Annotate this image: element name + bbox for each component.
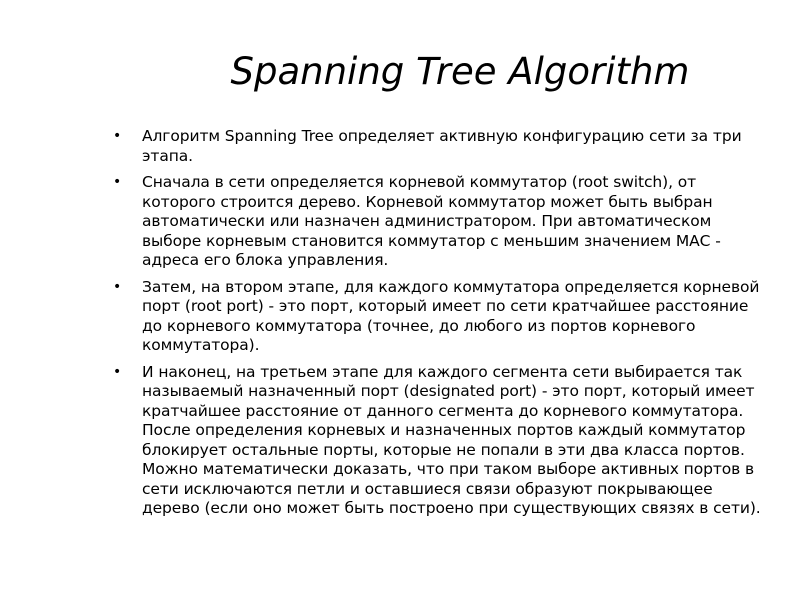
- slide-title: Spanning Tree Algorithm: [230, 50, 690, 93]
- bullet-dot-icon: •: [113, 128, 122, 144]
- bullet-dot-icon: •: [113, 363, 122, 380]
- bullet-item-2: [113, 173, 773, 271]
- bullet-item-3: [113, 278, 773, 356]
- bullet-item-4: [113, 363, 773, 519]
- bullet-list: [113, 127, 773, 526]
- bullet-text: Сначала в сети определяется корневой коммутатор (root switch), от которого строится дерево. Корневой коммутатор может быть выбран автоматически или назначен администратором. При автоматическом выборе корневым становится коммутатор с меньшим значением МАС - адреса его блока управления.: [142, 173, 721, 269]
- bullet-item-1: [113, 127, 773, 166]
- bullet-dot-icon: •: [113, 174, 122, 190]
- bullet-text: Затем, на втором этапе, для каждого коммутатора определяется корневой порт (root port) - это порт, который имеет по сети кратчайшее расстояние до корневого коммутатора (точнее, до любого из портов корневого коммутатора).: [142, 277, 760, 354]
- bullet-text: И наконец, на третьем этапе для каждого сегмента сети выбирается так называемый назначенный порт (designated port) - это порт, который имеет кратчайшее расстояние от данного сегмента до корневого коммутатора. После определения корневых и назначенных портов каждый коммутатор блокирует остальные порты, которые не попали в эти два класса портов. Можно математически доказать, что при таком выборе активных портов в сети исключаются петли и оставшиеся связи образуют покрывающее дерево (если оно может быть построено при существующих связях в сети).: [142, 362, 761, 517]
- bullet-text: Алгоритм Spanning Tree определяет активную конфигурацию сети за три этапа.: [142, 127, 742, 165]
- bullet-dot-icon: •: [113, 278, 122, 295]
